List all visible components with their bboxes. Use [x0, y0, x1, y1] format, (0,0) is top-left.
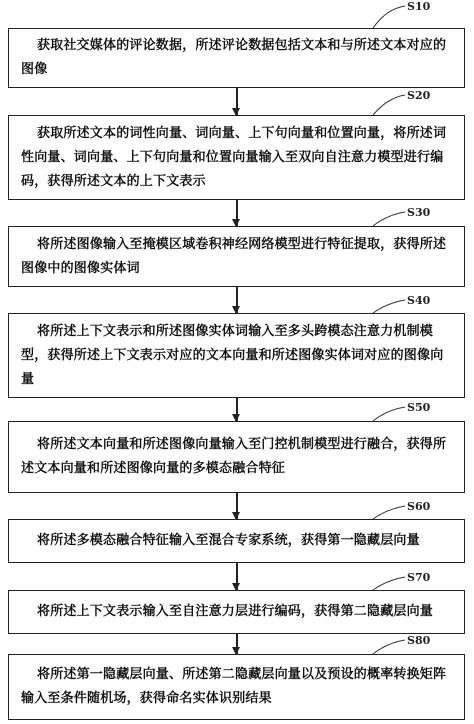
arrow-s40-to-s50 — [236, 398, 238, 421]
step-label-s80: S80 — [407, 634, 431, 647]
step-text-s50: 将所述文本向量和所述图像向量输入至门控机制模型进行融合，获得所述文本向量和所述图像向量的多模态融合特征 — [21, 437, 447, 476]
arrow-s60-to-s70 — [236, 563, 238, 590]
step-label-s10: S10 — [407, 0, 431, 13]
leader-s80 — [373, 640, 405, 654]
arrow-s30-to-s40 — [236, 287, 238, 313]
leader-s30 — [373, 212, 405, 226]
leader-s60 — [373, 506, 405, 519]
leader-s40 — [373, 300, 405, 313]
step-text-s80: 将所述第一隐藏层向量、所述第二隐藏层向量以及预设的概率转换矩阵输入至条件随机场，获得命名实体识别结果 — [21, 667, 447, 706]
arrow-s70-to-s80 — [236, 634, 238, 654]
step-label-s30: S30 — [407, 206, 431, 219]
step-label-s50: S50 — [407, 401, 431, 414]
leader-s50 — [373, 407, 405, 421]
step-label-s70: S70 — [407, 571, 431, 584]
step-label-s40: S40 — [407, 294, 431, 307]
arrow-s10-to-s20 — [236, 88, 238, 115]
step-box-s30 — [8, 226, 465, 287]
step-text-s60: 将所述多模态融合特征输入至混合专家系统，获得第一隐藏层向量 — [37, 533, 420, 548]
step-box-s10 — [8, 28, 465, 88]
step-text-s30: 将所述图像输入至掩模区域卷积神经网络模型进行特征提取，获得所述图像中的图像实体词 — [21, 236, 447, 276]
step-box-s70 — [8, 590, 465, 634]
step-label-s20: S20 — [407, 89, 431, 102]
step-text-s70: 将所述上下文表示输入至自注意力层进行编码，获得第二隐藏层向量 — [37, 604, 434, 619]
leader-s70 — [373, 577, 405, 590]
step-text-s40: 将所述上下文表示和所述图像实体词输入至多头跨模态注意力机制模型，获得所述上下文表示对应的文本向量和所述图像实体词对应的图像向量 — [21, 323, 444, 387]
leader-s10 — [373, 6, 405, 28]
step-box-s20 — [8, 115, 465, 200]
step-box-s60 — [8, 519, 465, 563]
leader-s20 — [373, 95, 405, 115]
step-box-s80 — [8, 654, 465, 720]
step-label-s60: S60 — [407, 500, 431, 513]
arrow-s20-to-s30 — [236, 200, 238, 226]
arrow-s50-to-s60 — [236, 493, 238, 519]
step-text-s10: 获取社交媒体的评论数据，所述评论数据包括文本和与所述文本对应的图像 — [21, 38, 447, 77]
step-text-s20: 获取所述文本的词性向量、词向量、上下句向量和位置向量，将所述词性向量、词向量、上下句向量和位置向量输入至双向自注意力模型进行编码，获得所述文本的上下文表示 — [21, 125, 447, 189]
step-box-s40 — [8, 313, 465, 398]
step-box-s50 — [8, 421, 465, 493]
